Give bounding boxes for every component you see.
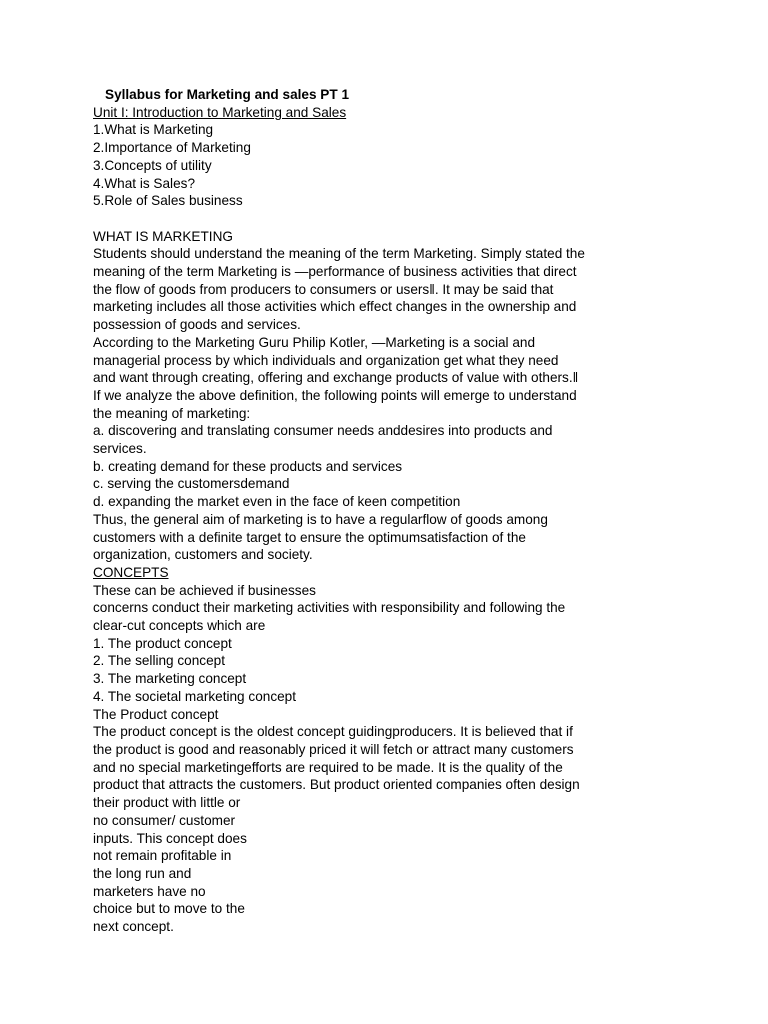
concepts-line: These can be achieved if businesses <box>93 582 316 598</box>
concepts-line: 3. The marketing concept <box>93 671 247 687</box>
concepts-line: The product concept is the oldest concept guidingproducers. It is believed that if <box>93 724 573 740</box>
concepts-heading: CONCEPTS <box>93 564 169 580</box>
section-heading: WHAT IS MARKETING <box>93 228 233 244</box>
body-line: managerial process by which individuals and organization get what they need <box>93 352 559 368</box>
unit-heading: Unit I: Introduction to Marketing and Sales <box>93 104 347 120</box>
body-line: organization, customers and society. <box>93 547 313 563</box>
body-line: c. serving the customersdemand <box>93 476 290 492</box>
body-line: marketing includes all those activities which effect changes in the ownership and <box>93 299 577 315</box>
body-line: According to the Marketing Guru Philip Kotler, ―Marketing is a social and <box>93 334 536 350</box>
concepts-line: product that attracts the customers. But product oriented companies often design <box>93 777 580 793</box>
concepts-line: no consumer/ customer <box>93 812 236 828</box>
concepts-line: the product is good and reasonably priced it will fetch or attract many customers <box>93 742 574 757</box>
body-text <box>93 245 673 564</box>
body-line: a. discovering and translating consumer needs anddesires into products and <box>93 423 553 439</box>
syllabus-item: 4.What is Sales? <box>93 175 195 191</box>
concepts-line: the long run and <box>93 865 192 881</box>
body-line: Students should understand the meaning of the term Marketing. Simply stated the <box>93 246 585 262</box>
concepts-line: The Product concept <box>93 706 219 722</box>
document-title: Syllabus for Marketing and sales PT 1 <box>105 87 350 102</box>
syllabus-item: 1.What is Marketing <box>93 122 214 138</box>
concepts-line: clear-cut concepts which are <box>93 618 266 634</box>
body-line: the meaning of marketing: <box>93 405 251 421</box>
concepts-line: choice but to move to the <box>93 901 245 917</box>
document-page <box>93 86 673 936</box>
body-line: meaning of the term Marketing is ―performance of business activities that direct <box>93 264 577 280</box>
concepts-line: 4. The societal marketing concept <box>93 688 297 704</box>
concepts-line: next concept. <box>93 919 174 935</box>
body-line: possession of goods and services. <box>93 317 301 333</box>
concepts-line: their product with little or <box>93 795 241 811</box>
body-line: Thus, the general aim of marketing is to have a regularflow of goods among <box>93 511 548 527</box>
body-line: d. expanding the market even in the face of keen competition <box>93 494 461 510</box>
body-line: If we analyze the above definition, the following points will emerge to understand <box>93 387 577 403</box>
concepts-line: 2. The selling concept <box>93 653 225 669</box>
syllabus-list <box>93 121 673 210</box>
concepts-line: marketers have no <box>93 883 206 899</box>
concepts-line: 1. The product concept <box>93 635 232 651</box>
body-line: services. <box>93 441 147 457</box>
syllabus-item: 3.Concepts of utility <box>93 157 212 173</box>
concepts-line: concerns conduct their marketing activities with responsibility and following the <box>93 600 566 616</box>
body-line: the flow of goods from producers to consumers or users‖. It may be said that <box>93 281 554 297</box>
body-line: b. creating demand for these products and services <box>93 458 403 474</box>
concepts-line: and no special marketingefforts are required to be made. It is the quality of the <box>93 759 563 775</box>
body-line: customers with a definite target to ensure the optimumsatisfaction of the <box>93 529 526 545</box>
body-line: and want through creating, offering and exchange products of value with others.‖ <box>93 370 579 386</box>
syllabus-item: 5.Role of Sales business <box>93 193 243 209</box>
concepts-line: not remain profitable in <box>93 848 232 864</box>
syllabus-item: 2.Importance of Marketing <box>93 140 251 156</box>
concepts-text <box>93 582 673 936</box>
blank-line <box>93 210 673 228</box>
concepts-line: inputs. This concept does <box>93 830 247 846</box>
